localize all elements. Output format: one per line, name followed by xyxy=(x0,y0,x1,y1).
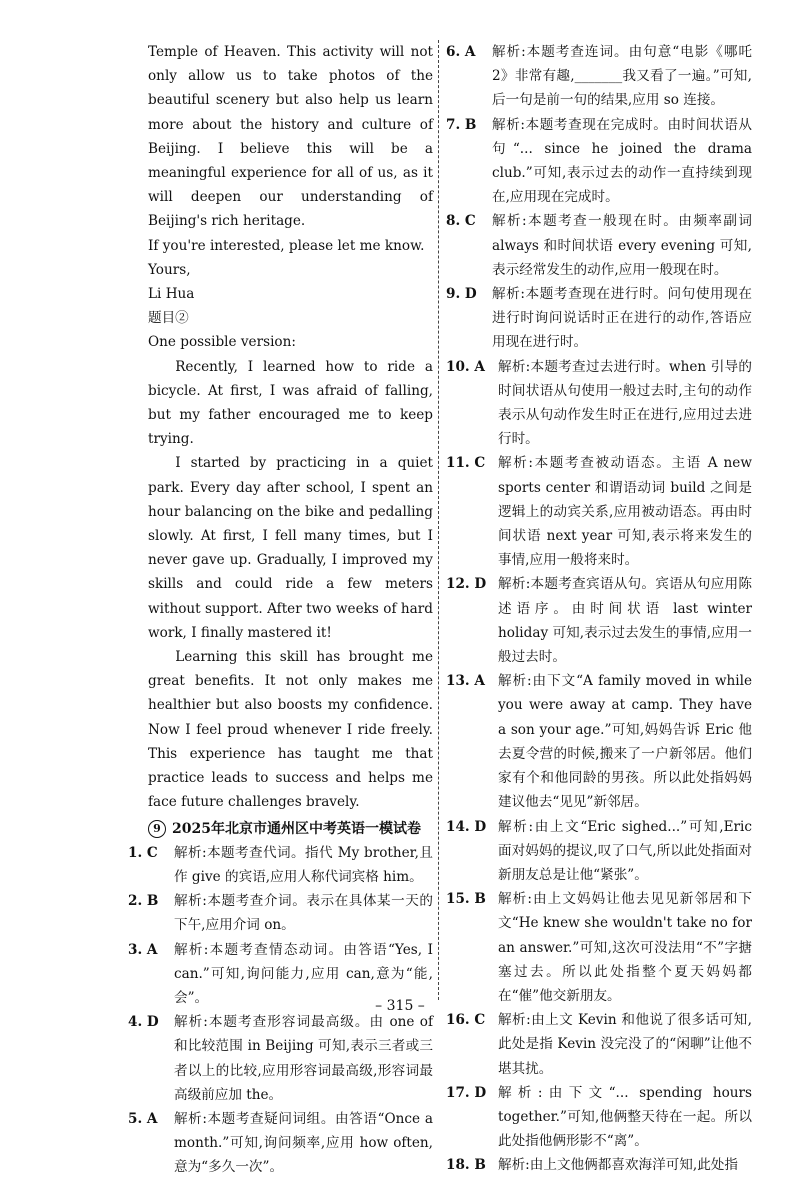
answer-item xyxy=(128,841,433,889)
answer-item xyxy=(128,1107,433,1180)
footer-dash-icon: – xyxy=(375,998,387,1014)
answer-explanation: 解析:本题考查现在进行时。问句使用现在进行时询问说话时正在进行的动作,答语应用现在进行时。 xyxy=(492,286,752,351)
answer-explanation: 解析:本题考查代词。指代 My brother,且作 give 的宾语,应用人称代词宾格 him。 xyxy=(174,844,433,885)
answer-explanation: 解析:由上文妈妈让他去见见新邻居和下文“He knew she wouldn't take no for an answer.”可知,这次可没法用“不”字搪塞过去。所以此处指整个夏天妈妈都在“催”他交新朋友。 xyxy=(498,891,752,1004)
answer-item xyxy=(128,1010,433,1107)
answer-explanation: 解析:本题考查过去进行时。when 引导的时间状语从句使用一般过去时,主句的动作表示从句动作发生时正在进行,应用过去进行时。 xyxy=(498,358,752,448)
column-divider xyxy=(438,40,439,1000)
answer-number: 13. A xyxy=(446,673,485,690)
letter-signature: Li Hua xyxy=(148,286,195,303)
answer-number: 3. A xyxy=(128,941,158,958)
answer-item xyxy=(446,209,752,282)
answer-explanation: 解析:本题考查介词。表示在具体某一天的下午,应用介词 on。 xyxy=(174,893,433,934)
answer-item xyxy=(446,40,752,113)
answer-explanation: 解析:由下文“... spending hours together.”可知,他俩整天待在一起。所以此处指他俩形影不“离”。 xyxy=(498,1084,752,1150)
answer-explanation: 解析:本题考查连词。由句意“电影《哪吒 2》非常有趣,_______我又看了一遍。”可知,后一句是前一句的结果,应用 so 连接。 xyxy=(492,44,752,109)
answer-item xyxy=(446,815,752,888)
answer-number: 14. D xyxy=(446,818,487,835)
answer-item xyxy=(446,1008,752,1081)
essay-paragraph: I started by practicing in a quiet park. Every day after school, I spent an hour balancing on the bike and pedalling slowly. At first, I fell many times, but I never gave up. Gradually, I improved my skills and could ride a few meters without support. After two weeks of hard work, I finally mastered it! xyxy=(148,455,433,641)
answer-item xyxy=(128,889,433,937)
page-number: 315 xyxy=(386,998,414,1014)
answer-item xyxy=(446,451,752,572)
version-label: One possible version: xyxy=(148,334,296,351)
answer-number: 18. B xyxy=(446,1157,486,1174)
answer-number: 6. A xyxy=(446,44,476,60)
answer-number: 1. C xyxy=(128,844,158,861)
answer-item xyxy=(446,669,752,814)
answer-number: 9. D xyxy=(446,286,477,303)
answer-explanation: 解析:本题考查现在完成时。由时间状语从句“... since he joined the drama club.”可知,表示过去的动作一直持续到现在,应用现在完成时。 xyxy=(492,116,752,206)
answer-explanation: 解析:本题考查疑问词组。由答语“Once a month.”可知,询问频率,应用 how often,意为“多久一次”。 xyxy=(174,1110,433,1176)
answer-item xyxy=(446,887,752,1008)
answer-item xyxy=(446,1081,752,1154)
answer-number: 4. D xyxy=(128,1014,159,1031)
answer-number: 2. B xyxy=(128,893,159,910)
answer-item xyxy=(446,282,752,355)
answer-number: 17. D xyxy=(446,1084,487,1101)
answer-explanation: 解析:本题考查情态动词。由答语“Yes, I can.”可知,询问能力,应用 can,意为“能,会”。 xyxy=(174,941,433,1006)
answer-explanation: 解析:本题考查宾语从句。宾语从句应用陈述语序。由时间状语 last winter holiday 可知,表示过去发生的事情,应用一般过去时。 xyxy=(498,576,752,666)
essay-paragraph: Learning this skill has brought me great benefits. It not only makes me healthier but also boosts my confidence. Now I feel proud whenever I ride freely. This experience has taught me that practice leads to success and helps me face future challenges bravely. xyxy=(148,649,433,811)
answer-explanation: 解析:由上文“Eric sighed...”可知,Eric 面对妈妈的提议,叹了口气,所以此处指面对新朋友总是让他“紧张”。 xyxy=(498,818,752,883)
essay-paragraph: Recently, I learned how to ride a bicycle. At first, I was afraid of falling, but my father encouraged me to keep trying. xyxy=(148,358,433,448)
letter-paragraph: If you're interested, please let me know. xyxy=(148,237,425,254)
answer-number: 15. B xyxy=(446,891,486,908)
answer-explanation: 解析:本题考查被动语态。主语 A new sports center 和谓语动词 build 之间是逻辑上的动宾关系,应用被动语态。再由时间状语 next year 可知,表示将来发生的事情,应用一般将来时。 xyxy=(498,455,752,569)
section-title xyxy=(148,817,433,841)
answer-explanation: 解析:本题考查形容词最高级。由 one of 和比较范围 in Beijing 可知,表示三者或三者以上的比较,应用形容词最高级,形容词最高级前应加 the。 xyxy=(174,1014,433,1103)
answer-explanation: 解析:由上文他俩都喜欢海洋可知,此处指 xyxy=(498,1157,738,1174)
page-footer xyxy=(0,998,800,1014)
answer-item xyxy=(446,1153,752,1177)
answer-explanation: 解析:由下文“A family moved in while you were away at camp. They have a son your age.”可知,妈妈告诉 Eric 他去夏令营的时候,搬来了一户新邻居。他们家有个和他同龄的男孩。所以此处指妈妈建议他去“见见”新邻居。 xyxy=(498,673,752,811)
footer-dash-icon: – xyxy=(413,998,425,1014)
answer-number: 5. A xyxy=(128,1110,158,1127)
answer-number: 11. C xyxy=(446,455,486,472)
topic-label: 题目② xyxy=(148,310,189,327)
answer-number: 10. A xyxy=(446,358,485,375)
answer-number: 12. D xyxy=(446,576,487,593)
section-title-text: 2025年北京市通州区中考英语一模试卷 xyxy=(172,820,421,837)
answer-item xyxy=(446,572,752,669)
letter-closing: Yours, xyxy=(148,261,191,278)
answer-number: 8. C xyxy=(446,213,476,230)
answer-explanation: 解析:由上文 Kevin 和他说了很多话可知,此处是指 Kevin 没完没了的“闲聊”让他不堪其扰。 xyxy=(498,1012,752,1077)
answer-explanation: 解析:本题考查一般现在时。由频率副词 always 和时间状语 every evening 可知,表示经常发生的动作,应用一般现在时。 xyxy=(492,213,752,278)
answer-number: 16. C xyxy=(446,1012,486,1029)
answer-item xyxy=(446,113,752,210)
answer-number: 7. B xyxy=(446,116,477,133)
letter-paragraph: Temple of Heaven. This activity will not only allow us to take photos of the beautiful scenery but also help us learn more about the history and culture of Beijing. I believe this will be a meaningful experience for all of us, as it will deepen our understanding of Beijing's rich heritage. xyxy=(148,44,433,230)
section-number-badge: 9 xyxy=(148,820,166,838)
answer-item xyxy=(446,355,752,452)
